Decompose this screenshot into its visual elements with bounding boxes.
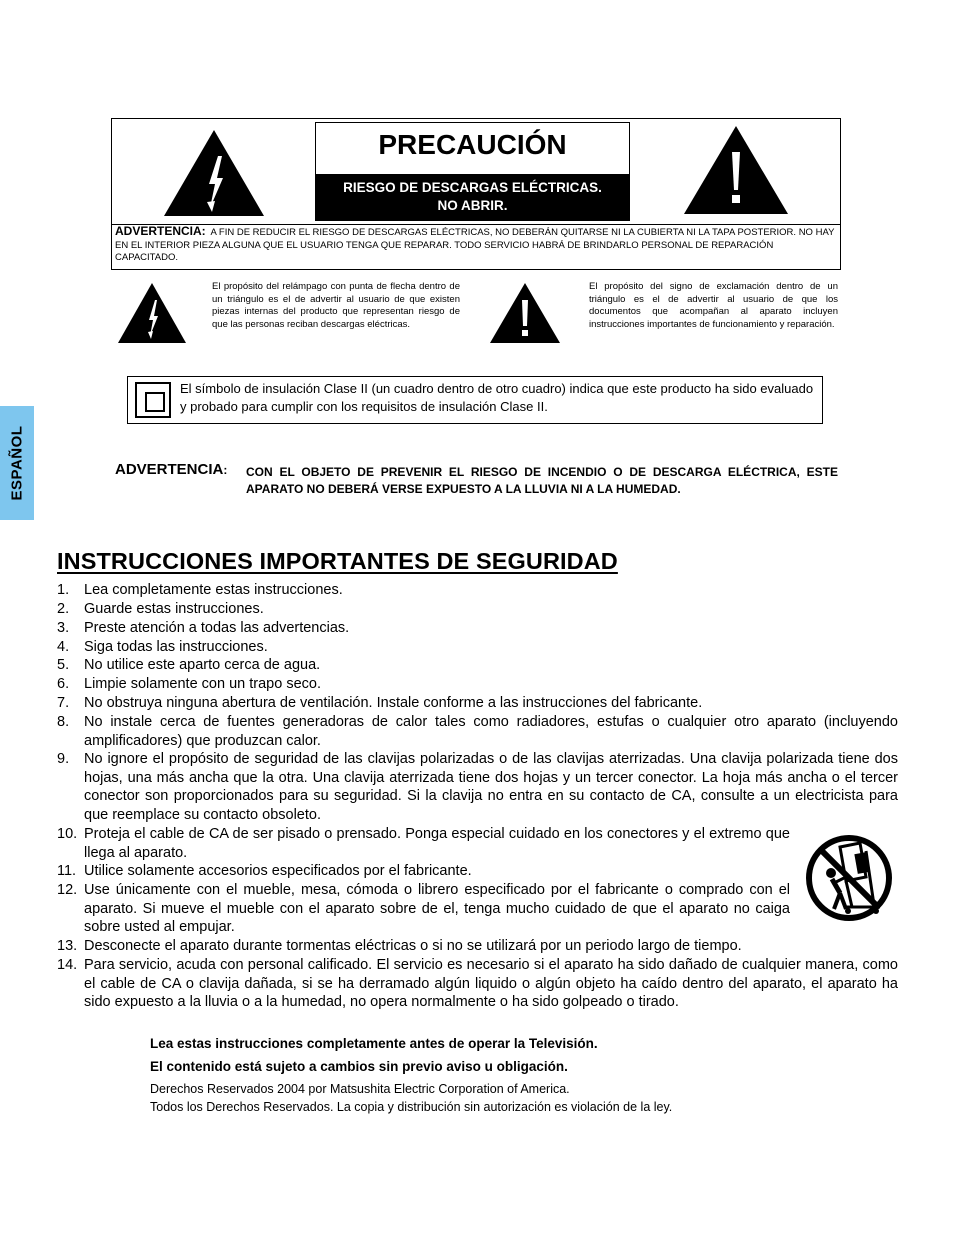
list-item-text: Para servicio, acuda con personal calificado. El servicio es necesario si el aparato ha sido dañado de cualquier manera, como el cable de CA o clavija dañada, si se ha derramado algún liquido o algún objeto ha caído dentro del aparato, el aparato ha sido expuesto a la lluvia o a la humedad, no opera normalmente o ha sido golpeado o tirado. (84, 957, 898, 1011)
lightning-description: El propósito del relámpago con punta de flecha dentro de un triángulo es el de advertir al usuario de que existen piezas internas del producto que representan riesgo de que las personas reciban descargas eléctricas. (212, 281, 460, 330)
list-item-text: No instale cerca de fuentes generadoras de calor tales como radiadores, estufas o cualquier otro aparato (incluyendo amplificadores) que produzcan calor. (84, 714, 898, 749)
exclamation-triangle-icon (682, 124, 790, 216)
risk-line-2: NO ABRIR. (437, 198, 508, 213)
rain-warning-lead-colon: : (223, 463, 228, 477)
list-item-number: 2. (57, 601, 70, 617)
rain-warning-lead (115, 461, 227, 478)
exclamation-triangle-icon (489, 282, 561, 344)
precaucion-panel (315, 122, 630, 221)
list-item-text: Utilice solamente accesorios especificados por el fabricante. (84, 863, 472, 879)
copyright-note: Derechos Reservados 2004 por Matsushita Electric Corporation of America. (150, 1082, 570, 1096)
list-item-number: 9. (57, 751, 70, 767)
caution-box (111, 118, 841, 270)
list-item-number: 5. (57, 657, 70, 673)
read-instructions-note: Lea estas instrucciones completamente antes de operar la Televisión. (150, 1036, 598, 1051)
list-item-number: 14. (57, 957, 78, 973)
list-item-text: No obstruya ninguna abertura de ventilación. Instale conforme a las instrucciones del fabricante. (84, 695, 703, 711)
list-item-number: 12. (57, 882, 78, 898)
list-item-text: Guarde estas instrucciones. (84, 601, 264, 617)
list-item-number: 7. (57, 695, 70, 711)
list-item-text: Preste atención a todas las advertencias. (84, 620, 350, 636)
list-item-text: Use únicamente con el mueble, mesa, cómoda o librero especificado por el fabricante o comprado con el aparato. Si mueve el mueble con el aparato sobre de el, tenga mucho cuidado de que el aparato no caiga sobre usted al empujar. (84, 882, 790, 936)
list-item-number: 11. (57, 863, 77, 879)
language-tab-label: ESPAÑOL (8, 425, 26, 501)
footer-notes (150, 1032, 850, 1116)
cart-tip-over-warning-icon (804, 833, 894, 923)
list-item-number: 6. (57, 676, 70, 692)
caution-warning-lead: ADVERTENCIA: (115, 224, 206, 238)
class-ii-inner-square-icon (145, 392, 165, 412)
list-item-text: Lea completamente estas instrucciones. (84, 582, 343, 598)
list-item-text: Limpie solamente con un trapo seco. (84, 676, 321, 692)
class-ii-box (127, 376, 823, 424)
shock-risk-banner (316, 174, 629, 220)
list-item-number: 8. (57, 714, 70, 730)
rain-warning-lead-word: ADVERTENCIA (115, 461, 224, 478)
rain-warning-text: CON EL OBJETO DE PREVENIR EL RIESGO DE INCENDIO O DE DESCARGA ELÉCTRICA, ESTE APARATO NO DEBERÁ VERSE EXPUESTO A LA LLUVIA NI A LA HUMEDAD. (246, 465, 838, 496)
list-item-text: No utilice este aparto cerca de agua. (84, 657, 321, 673)
list-item-number: 10. (57, 826, 78, 842)
list-item-number: 13. (57, 938, 78, 954)
list-item-text: No ignore el propósito de seguridad de las clavijas polarizadas o de las clavijas aterrizadas. Una clavija polarizada tiene dos hojas, una más ancha que la otra. Una clavija aterrizada tiene dos hojas y un tercer conector. La hoja más ancha o el tercer conector son proporcionados para su seguridad. Si la clavija no entra en su contacto de CA, consulte a un electricista para que reemplace su contacto obsoleto. (84, 751, 898, 824)
list-item-number: 3. (57, 620, 70, 636)
list-item-number: 4. (57, 639, 70, 655)
precaucion-title: PRECAUCIÓN (378, 129, 567, 160)
list-item-text: Proteja el cable de CA de ser pisado o prensado. Ponga especial cuidado en los conectores y el extremo que llega al aparato. (84, 826, 790, 861)
exclamation-description: El propósito del signo de exclamación dentro de un triángulo es el de advertir al usuario de que los documentos que acompañan al aparato incluyen instrucciones importantes de funcionamiento y reparación. (589, 281, 838, 330)
list-item-text: Siga todas las instrucciones. (84, 639, 268, 655)
risk-line-1: RIESGO DE DESCARGAS ELÉCTRICAS. (343, 180, 602, 195)
lightning-triangle-icon (117, 282, 187, 344)
rights-reserved-note: Todos los Derechos Reservados. La copia y distribución sin autorización es violación de la ley. (150, 1100, 673, 1114)
caution-warning (115, 225, 837, 265)
class-ii-square-icon (135, 382, 171, 418)
list-item-number: 1. (57, 582, 70, 598)
class-ii-text: El símbolo de insulación Clase II (un cuadro dentro de otro cuadro) indica que este producto ha sido evaluado y probado para cumplir con los requisitos de insulación Clase II. (180, 381, 814, 414)
language-tab (0, 406, 34, 520)
subject-to-change-note: El contenido está sujeto a cambios sin previo aviso u obligación. (150, 1059, 568, 1074)
safety-instructions-title: INSTRUCCIONES IMPORTANTES DE SEGURIDAD (57, 548, 618, 574)
lightning-triangle-icon (162, 128, 266, 218)
list-item-text: Desconecte el aparato durante tormentas eléctricas o si no se utilizará por un periodo largo de tiempo. (84, 938, 742, 954)
caution-warning-text: A FIN DE REDUCIR EL RIESGO DE DESCARGAS ELÉCTRICAS, NO DEBERÁN QUITARSE NI LA CUBIERTA NI LA TAPA POSTERIOR. NO HAY EN EL INTERIOR PIEZA ALGUNA QUE EL USUARIO TENGA QUE REPARAR. TODO SERVICIO HABRÁ DE BRINDARLO PERSONAL DE REPARACIÓN CAPACITADO. (115, 227, 835, 263)
